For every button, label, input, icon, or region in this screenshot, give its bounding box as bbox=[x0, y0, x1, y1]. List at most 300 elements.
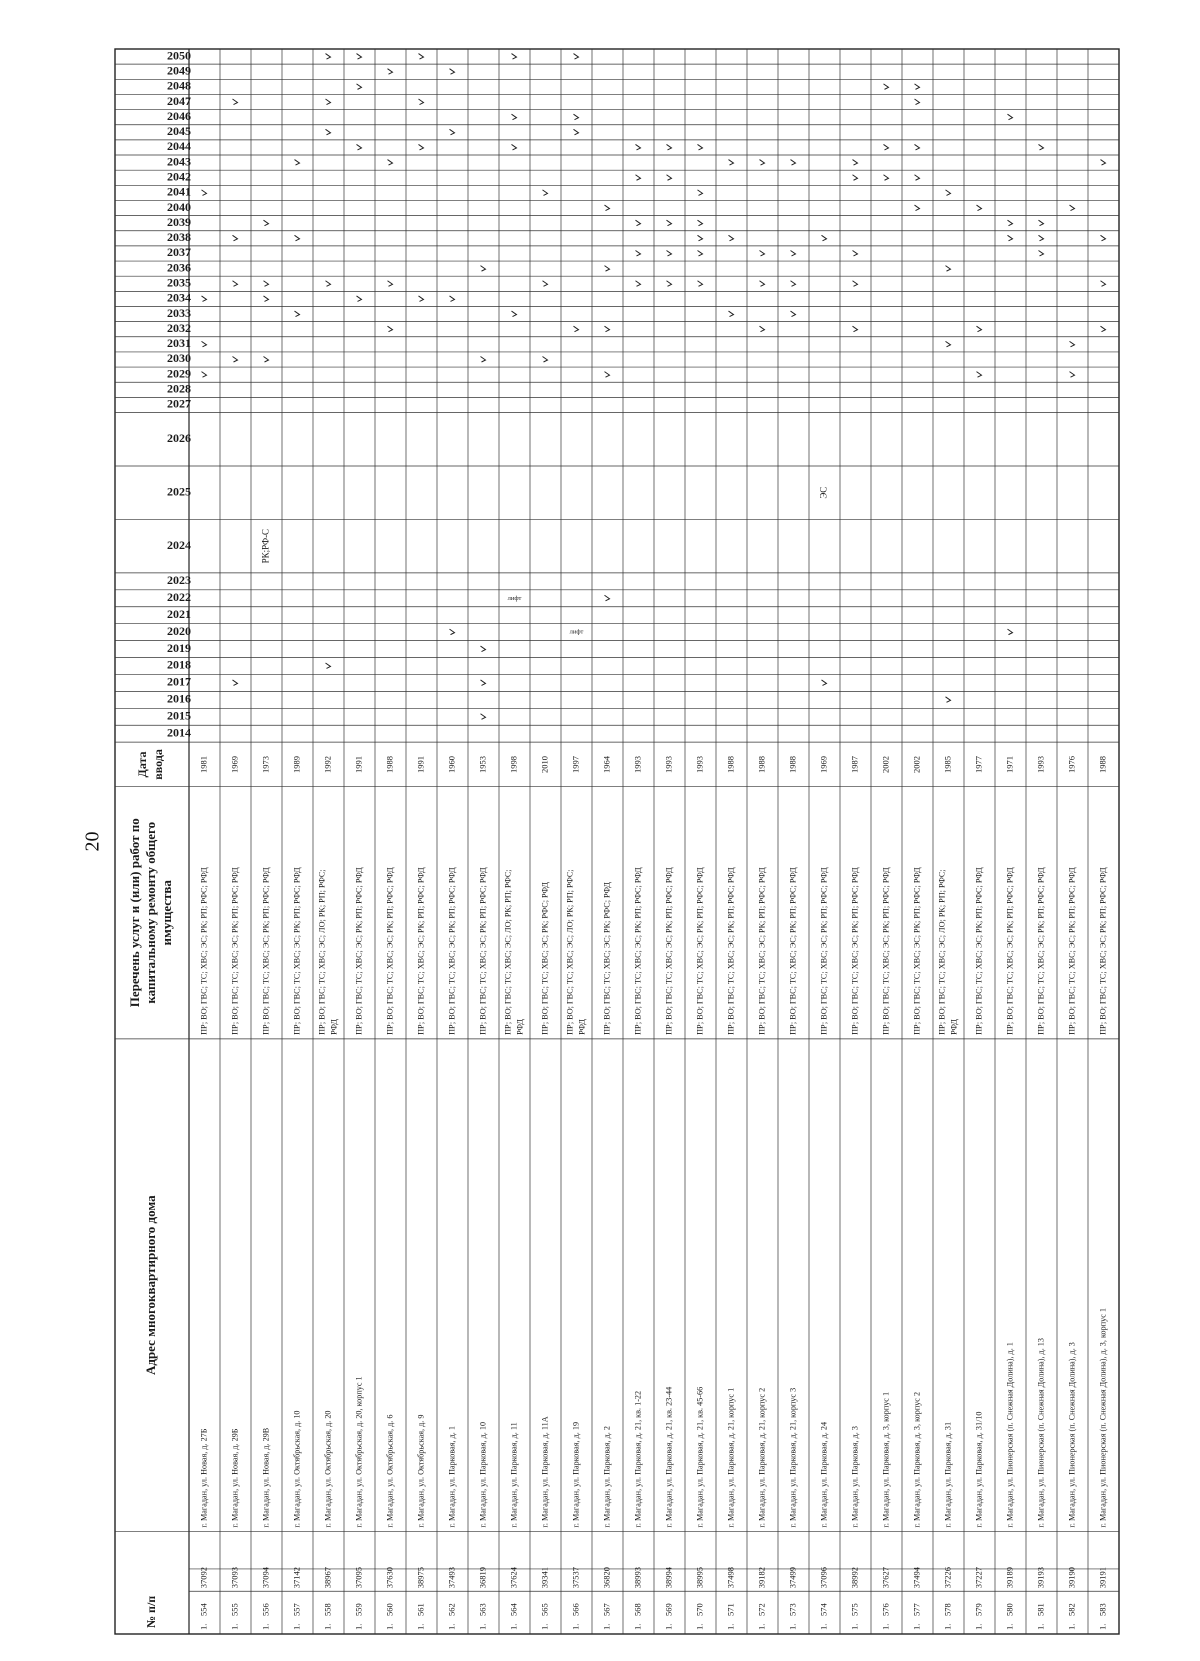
row-address: г. Магадан, ул. Октябрьская, д. 20 bbox=[323, 1410, 333, 1528]
row-works: ПР; ВО; ГВС; ТС; ХВС; ЭС; РК; РП; РФС; РФД bbox=[819, 867, 829, 1035]
check-mark-icon bbox=[729, 160, 734, 166]
check-mark-icon bbox=[884, 144, 889, 150]
row-prefix: 1. bbox=[539, 1623, 550, 1630]
row-date: 1969 bbox=[229, 755, 240, 773]
table-row bbox=[539, 190, 549, 1630]
check-mark-icon bbox=[481, 680, 486, 686]
row-prefix: 1. bbox=[601, 1623, 612, 1630]
row-address: г. Магадан, ул. Новая, д. 29Б bbox=[230, 1428, 240, 1528]
check-mark-icon bbox=[419, 99, 424, 105]
header-year-2049: 2049 bbox=[167, 63, 191, 78]
check-mark-icon bbox=[636, 144, 641, 150]
row-address: г. Магадан, ул. Парковая, д. 21, кв. 45-66 bbox=[695, 1386, 705, 1528]
check-mark-icon bbox=[419, 296, 424, 302]
check-mark-icon bbox=[233, 99, 238, 105]
row-works: ПР; ВО; ГВС; ТС; ХВС; ЭС; РК; РП; РФС; РФД bbox=[416, 867, 426, 1035]
row-date: 2002 bbox=[880, 755, 891, 773]
row-prefix: 1. bbox=[384, 1623, 395, 1630]
header-year-2027: 2027 bbox=[167, 396, 191, 411]
table-row bbox=[818, 235, 828, 1630]
table-row bbox=[1097, 160, 1107, 1630]
row-works: ПР; ВО; ГВС; ТС; ХВС; ЭС; РК; РП; РФС; РФД bbox=[199, 867, 209, 1035]
check-mark-icon bbox=[698, 190, 703, 196]
check-mark-icon bbox=[636, 250, 641, 256]
check-mark-icon bbox=[1008, 629, 1013, 635]
check-mark-icon bbox=[574, 129, 579, 135]
row-date: 1971 bbox=[1004, 755, 1015, 773]
row-number: 554 bbox=[198, 1603, 209, 1616]
check-mark-icon bbox=[357, 296, 362, 302]
table-row bbox=[756, 160, 766, 1630]
row-works: ПР; ВО; ГВС; ТС; ХВС; ЭС; РК; РП; РФС; РФД bbox=[974, 867, 984, 1035]
table-row bbox=[565, 54, 586, 1630]
row-prefix: 1. bbox=[632, 1623, 643, 1630]
check-mark-icon bbox=[760, 250, 765, 256]
row-works: РФД bbox=[515, 1019, 525, 1035]
row-prefix: 1. bbox=[198, 1623, 209, 1630]
row-date: 1988 bbox=[384, 755, 395, 773]
header-year-2036: 2036 bbox=[167, 260, 191, 275]
check-mark-icon bbox=[512, 144, 517, 150]
header-year-2046: 2046 bbox=[167, 108, 191, 123]
row-date: 1987 bbox=[849, 755, 860, 773]
check-mark-icon bbox=[388, 69, 393, 75]
row-address: г. Магадан, ул. Парковая, д. 21, корпус 1 bbox=[726, 1387, 736, 1528]
check-mark-icon bbox=[357, 54, 362, 60]
header-year-2016: 2016 bbox=[167, 691, 191, 706]
row-code: 37493 bbox=[446, 1566, 457, 1589]
row-number: 555 bbox=[229, 1603, 240, 1616]
row-prefix: 1. bbox=[353, 1623, 364, 1630]
page-number: 20 bbox=[81, 831, 104, 852]
check-mark-icon bbox=[760, 281, 765, 287]
header-year-2034: 2034 bbox=[167, 290, 191, 305]
check-mark-icon bbox=[760, 160, 765, 166]
check-mark-icon bbox=[295, 160, 300, 166]
check-mark-icon bbox=[543, 281, 548, 287]
check-mark-icon bbox=[853, 281, 858, 287]
row-number: 562 bbox=[446, 1603, 457, 1616]
row-date: 1964 bbox=[601, 755, 612, 773]
row-date: 1988 bbox=[1097, 755, 1108, 773]
row-works: ПР; ВО; ГВС; ТС; ХВС; ЭС; РК; РП; РФС; РФД bbox=[385, 867, 395, 1035]
check-mark-icon bbox=[946, 341, 951, 347]
check-mark-icon bbox=[419, 144, 424, 150]
row-address: г. Магадан, ул. Парковая, д. 31/10 bbox=[974, 1411, 984, 1528]
row-date: 1976 bbox=[1066, 755, 1077, 773]
row-prefix: 1. bbox=[322, 1623, 333, 1630]
row-works: ПР; ВО; ГВС; ТС; ХВС; ЭС; РК; РП; РФС; РФД bbox=[230, 867, 240, 1035]
header-year-2030: 2030 bbox=[167, 351, 191, 366]
header-year-2021: 2021 bbox=[167, 606, 191, 621]
row-address: г. Магадан, ул. Парковая, д. 3 bbox=[850, 1426, 860, 1528]
check-mark-icon bbox=[357, 144, 362, 150]
row-works: ПР; ВО; ГВС; ТС; ХВС; ЭС; РК; РП; РФС; РФД bbox=[757, 867, 767, 1035]
check-mark-icon bbox=[1101, 160, 1106, 166]
row-date: 1998 bbox=[508, 755, 519, 773]
check-mark-icon bbox=[512, 311, 517, 317]
row-works: ПР; ВО; ГВС; ТС; ХВС; ЭС; РК; РП; РФС; РФД bbox=[726, 867, 736, 1035]
check-mark-icon bbox=[326, 281, 331, 287]
row-works: ПР; ВО; ГВС; ТС; ХВС; ЭС; РК; РП; РФС; РФД bbox=[664, 867, 674, 1035]
header-address: Адрес многоквартирного дома bbox=[142, 1195, 158, 1376]
row-prefix: 1. bbox=[1066, 1623, 1077, 1630]
row-address: г. Магадан, ул. Октябрьская, д. 9 bbox=[416, 1414, 426, 1528]
row-works: ПР; ВО; ГВС; ТС; ХВС; ЭС; ЛО; РК; РП; РФС; bbox=[503, 869, 513, 1035]
check-mark-icon bbox=[1070, 341, 1075, 347]
check-mark-icon bbox=[1039, 250, 1044, 256]
row-works: ПР; ВО; ГВС; ТС; ХВС; ЭС; РК; РП; РФС; РФД bbox=[850, 867, 860, 1035]
row-number: 563 bbox=[477, 1603, 488, 1616]
row-address: г. Магадан, ул. Парковая, д. 3, корпус 2 bbox=[912, 1391, 922, 1528]
row-number: 570 bbox=[694, 1603, 705, 1616]
check-mark-icon bbox=[202, 190, 207, 196]
table-row bbox=[937, 190, 958, 1630]
header-year-2024: 2024 bbox=[167, 537, 191, 552]
row-address: г. Магадан, ул. Парковая, д. 19 bbox=[571, 1421, 581, 1528]
check-mark-icon bbox=[636, 220, 641, 226]
row-works: ПР; ВО; ГВС; ТС; ХВС; ЭС; РК; РФС; РФД bbox=[602, 882, 612, 1035]
check-mark-icon bbox=[202, 372, 207, 378]
check-mark-icon bbox=[543, 190, 548, 196]
check-mark-icon bbox=[605, 372, 610, 378]
row-address: г. Магадан, ул. Парковая, д. 11 bbox=[509, 1422, 519, 1528]
row-works: ПР; ВО; ГВС; ТС; ХВС; ЭС; ЛО; РК; РП; РФС; bbox=[317, 869, 327, 1035]
row-number: 557 bbox=[291, 1603, 302, 1616]
row-number: 567 bbox=[601, 1603, 612, 1616]
row-code: 38993 bbox=[632, 1566, 643, 1589]
check-mark-icon bbox=[233, 235, 238, 241]
check-mark-icon bbox=[915, 99, 920, 105]
check-mark-icon bbox=[233, 281, 238, 287]
header-year-2042: 2042 bbox=[167, 169, 191, 184]
table-row bbox=[880, 84, 890, 1630]
row-code: 37499 bbox=[787, 1566, 798, 1589]
row-number: 572 bbox=[756, 1603, 767, 1616]
header-year-2032: 2032 bbox=[167, 320, 191, 335]
table-row bbox=[725, 160, 735, 1630]
check-mark-icon bbox=[791, 250, 796, 256]
special-work-2024: РК;РФ-С bbox=[260, 528, 271, 564]
row-works: ПР; ВО; ГВС; ТС; ХВС; ЭС; РК; РП; РФС; РФД bbox=[354, 867, 364, 1035]
row-works: ПР; ВО; ГВС; ТС; ХВС; ЭС; РК; РП; РФС; РФД bbox=[1036, 867, 1046, 1035]
check-mark-icon bbox=[1101, 235, 1106, 241]
row-address: г. Магадан, ул. Парковая, д. 21, корпус 2 bbox=[757, 1387, 767, 1528]
row-works: ПР; ВО; ГВС; ТС; ХВС; ЭС; РК; РП; РФС; РФД bbox=[478, 867, 488, 1035]
check-mark-icon bbox=[946, 266, 951, 272]
row-date: 1992 bbox=[322, 755, 333, 773]
row-prefix: 1. bbox=[787, 1623, 798, 1630]
table-row bbox=[503, 54, 524, 1630]
row-works: ПР; ВО; ГВС; ТС; ХВС; ЭС; РК; РП; РФС; РФД bbox=[261, 867, 271, 1035]
check-mark-icon bbox=[853, 160, 858, 166]
row-code: 39190 bbox=[1066, 1566, 1077, 1589]
check-mark-icon bbox=[915, 205, 920, 211]
check-mark-icon bbox=[946, 190, 951, 196]
row-works: ПР; ВО; ГВС; ТС; ХВС; ЭС; РК; РП; РФС; РФД bbox=[1005, 867, 1015, 1035]
check-mark-icon bbox=[698, 250, 703, 256]
header-works-line3: имущества bbox=[158, 880, 174, 946]
row-date: 1991 bbox=[415, 755, 426, 773]
check-mark-icon bbox=[1039, 220, 1044, 226]
header-year-2018: 2018 bbox=[167, 657, 191, 672]
row-date: 1981 bbox=[198, 755, 209, 773]
table-row bbox=[1066, 205, 1076, 1630]
check-mark-icon bbox=[326, 54, 331, 60]
row-address: г. Магадан, ул. Парковая, д. 10 bbox=[478, 1421, 488, 1528]
header-date-line1: Дата bbox=[134, 751, 149, 778]
table-header bbox=[127, 48, 191, 1628]
row-date: 1988 bbox=[756, 755, 767, 773]
row-number: 561 bbox=[415, 1603, 426, 1616]
row-address: г. Магадан, ул. Парковая, д. 21, кв. 1-22 bbox=[633, 1390, 643, 1528]
row-date: 1991 bbox=[353, 755, 364, 773]
check-mark-icon bbox=[450, 69, 455, 75]
header-year-2050: 2050 bbox=[167, 48, 191, 63]
row-code: 37537 bbox=[570, 1566, 581, 1589]
row-prefix: 1. bbox=[880, 1623, 891, 1630]
header-works-line2: капитальному ремонту общего bbox=[142, 821, 158, 1004]
check-mark-icon bbox=[388, 281, 393, 287]
table-row bbox=[317, 54, 338, 1630]
row-code: 37624 bbox=[508, 1566, 519, 1589]
header-year-2020: 2020 bbox=[166, 623, 191, 638]
row-number: 574 bbox=[818, 1603, 829, 1616]
check-mark-icon bbox=[326, 663, 331, 669]
row-works: ПР; ВО; ГВС; ТС; ХВС; ЭС; РК; РП; РФС; РФД bbox=[695, 867, 705, 1035]
row-number: 568 bbox=[632, 1603, 643, 1616]
row-code: 37096 bbox=[818, 1566, 829, 1589]
check-mark-icon bbox=[977, 372, 982, 378]
check-mark-icon bbox=[574, 54, 579, 60]
check-mark-icon bbox=[481, 356, 486, 362]
row-number: 560 bbox=[384, 1603, 395, 1616]
header-year-2026: 2026 bbox=[167, 430, 191, 445]
row-address: г. Магадан, ул. Парковая, д. 1 bbox=[447, 1426, 457, 1528]
header-year-2037: 2037 bbox=[167, 245, 191, 260]
table-row bbox=[446, 69, 456, 1630]
row-number: 558 bbox=[322, 1603, 333, 1616]
check-mark-icon bbox=[264, 281, 269, 287]
row-number: 564 bbox=[508, 1603, 519, 1616]
row-works: РФД bbox=[949, 1019, 959, 1035]
table-row bbox=[198, 190, 208, 1630]
row-prefix: 1. bbox=[260, 1623, 271, 1630]
check-mark-icon bbox=[574, 114, 579, 120]
row-works: ПР; ВО; ГВС; ТС; ХВС; ЭС; РК; РП; РФС; РФД bbox=[1098, 867, 1108, 1035]
row-prefix: 1. bbox=[725, 1623, 736, 1630]
check-mark-icon bbox=[1070, 205, 1075, 211]
row-prefix: 1. bbox=[570, 1623, 581, 1630]
row-address: г. Магадан, ул. Парковая, д. 21, кв. 23-44 bbox=[664, 1386, 674, 1528]
row-code: 39182 bbox=[756, 1566, 767, 1589]
row-date: 1973 bbox=[260, 755, 271, 773]
check-mark-icon bbox=[915, 175, 920, 181]
row-prefix: 1. bbox=[973, 1623, 984, 1630]
check-mark-icon bbox=[233, 356, 238, 362]
header-works-line1: Перечень услуг и (или) работ по bbox=[126, 818, 142, 1008]
row-address: г. Магадан, ул. Парковая, д. 24 bbox=[819, 1421, 829, 1528]
row-number: 566 bbox=[570, 1603, 581, 1616]
check-mark-icon bbox=[264, 356, 269, 362]
check-mark-icon bbox=[1070, 372, 1075, 378]
special-work-2020: лифт bbox=[569, 628, 584, 636]
check-mark-icon bbox=[853, 250, 858, 256]
row-date: 2010 bbox=[539, 755, 550, 773]
check-mark-icon bbox=[605, 266, 610, 272]
header-year-2047: 2047 bbox=[167, 93, 191, 108]
check-mark-icon bbox=[605, 205, 610, 211]
check-mark-icon bbox=[698, 235, 703, 241]
row-number: 578 bbox=[942, 1603, 953, 1616]
row-code: 36820 bbox=[601, 1566, 612, 1589]
row-date: 1988 bbox=[725, 755, 736, 773]
row-prefix: 1. bbox=[849, 1623, 860, 1630]
check-mark-icon bbox=[295, 311, 300, 317]
row-code: 37093 bbox=[229, 1566, 240, 1589]
row-works: РФД bbox=[329, 1019, 339, 1035]
row-address: г. Магадан, ул. Пионерская (п. Снежная Долина), д. 13 bbox=[1036, 1337, 1046, 1528]
row-address: г. Магадан, ул. Парковая, д. 2 bbox=[602, 1426, 612, 1528]
table-row bbox=[1004, 114, 1014, 1630]
row-code: 37092 bbox=[198, 1566, 209, 1589]
check-mark-icon bbox=[481, 646, 486, 652]
row-works: ПР; ВО; ГВС; ТС; ХВС; ЭС; РК; РП; РФС; РФД bbox=[292, 867, 302, 1035]
check-mark-icon bbox=[264, 220, 269, 226]
check-mark-icon bbox=[667, 220, 672, 226]
check-mark-icon bbox=[233, 680, 238, 686]
header-year-2048: 2048 bbox=[167, 78, 191, 93]
row-number: 575 bbox=[849, 1603, 860, 1616]
check-mark-icon bbox=[543, 356, 548, 362]
row-prefix: 1. bbox=[694, 1623, 705, 1630]
check-mark-icon bbox=[357, 84, 362, 90]
row-code: 37095 bbox=[353, 1566, 364, 1589]
check-mark-icon bbox=[915, 144, 920, 150]
header-year-2039: 2039 bbox=[167, 214, 191, 229]
row-address: г. Магадан, ул. Новая, д. 27Б bbox=[199, 1428, 209, 1528]
check-mark-icon bbox=[698, 144, 703, 150]
check-mark-icon bbox=[853, 326, 858, 332]
header-year-2017: 2017 bbox=[167, 674, 191, 689]
row-number: 580 bbox=[1004, 1603, 1015, 1616]
header-year-2040: 2040 bbox=[167, 199, 191, 214]
header-year-2022: 2022 bbox=[167, 590, 191, 605]
table-row bbox=[353, 54, 363, 1630]
check-mark-icon bbox=[636, 175, 641, 181]
row-prefix: 1. bbox=[1097, 1623, 1108, 1630]
check-mark-icon bbox=[388, 326, 393, 332]
header-year-2033: 2033 bbox=[167, 305, 191, 320]
header-year-2023: 2023 bbox=[167, 573, 191, 588]
check-mark-icon bbox=[1039, 144, 1044, 150]
check-mark-icon bbox=[667, 144, 672, 150]
check-mark-icon bbox=[667, 250, 672, 256]
row-number: 573 bbox=[787, 1603, 798, 1616]
header-year-2019: 2019 bbox=[167, 640, 191, 655]
check-mark-icon bbox=[1039, 235, 1044, 241]
table-row bbox=[384, 69, 394, 1630]
header-year-2014: 2014 bbox=[167, 725, 191, 740]
table-row bbox=[291, 160, 301, 1630]
row-date: 1993 bbox=[694, 755, 705, 773]
row-address: г. Магадан, ул. Пионерская (п. Снежная Долина), д. 3, корпус 1 bbox=[1098, 1307, 1108, 1528]
row-code: 37226 bbox=[942, 1566, 953, 1589]
check-mark-icon bbox=[1101, 326, 1106, 332]
row-code: 39193 bbox=[1035, 1566, 1046, 1589]
check-mark-icon bbox=[791, 311, 796, 317]
row-code: 38967 bbox=[322, 1566, 333, 1589]
row-number: 556 bbox=[260, 1603, 271, 1616]
header-year-2043: 2043 bbox=[167, 154, 191, 169]
row-code: 39191 bbox=[1097, 1566, 1108, 1589]
row-number: 559 bbox=[353, 1603, 364, 1616]
header-year-2041: 2041 bbox=[167, 184, 191, 199]
row-date: 1960 bbox=[446, 755, 457, 773]
row-address: г. Магадан, ул. Парковая, д. 31 bbox=[943, 1421, 953, 1528]
check-mark-icon bbox=[729, 311, 734, 317]
row-prefix: 1. bbox=[942, 1623, 953, 1630]
row-address: г. Магадан, ул. Октябрьская, д. 20, корпус 1 bbox=[354, 1376, 364, 1528]
row-number: 583 bbox=[1097, 1603, 1108, 1616]
table-row bbox=[973, 205, 983, 1630]
check-mark-icon bbox=[791, 281, 796, 287]
row-prefix: 1. bbox=[415, 1623, 426, 1630]
row-prefix: 1. bbox=[1035, 1623, 1046, 1630]
check-mark-icon bbox=[574, 326, 579, 332]
row-code: 36819 bbox=[477, 1566, 488, 1589]
table-row bbox=[601, 205, 611, 1630]
row-number: 569 bbox=[663, 1603, 674, 1616]
row-number: 571 bbox=[725, 1603, 736, 1616]
header-year-2031: 2031 bbox=[167, 336, 191, 351]
row-prefix: 1. bbox=[911, 1623, 922, 1630]
row-date: 1989 bbox=[291, 755, 302, 773]
check-mark-icon bbox=[853, 175, 858, 181]
check-mark-icon bbox=[1101, 281, 1106, 287]
row-works: ПР; ВО; ГВС; ТС; ХВС; ЭС; РК; РП; РФС; РФД bbox=[1067, 867, 1077, 1035]
check-mark-icon bbox=[667, 281, 672, 287]
row-number: 577 bbox=[911, 1603, 922, 1616]
row-works: ПР; ВО; ГВС; ТС; ХВС; ЭС; РК; РФС; РФД bbox=[540, 882, 550, 1035]
row-date: 1953 bbox=[477, 755, 488, 773]
row-number: 576 bbox=[880, 1603, 891, 1616]
row-date: 1993 bbox=[1035, 755, 1046, 773]
row-prefix: 1. bbox=[446, 1623, 457, 1630]
row-number: 581 bbox=[1035, 1603, 1046, 1616]
check-mark-icon bbox=[636, 281, 641, 287]
table-row bbox=[911, 84, 921, 1630]
check-mark-icon bbox=[450, 629, 455, 635]
row-prefix: 1. bbox=[756, 1623, 767, 1630]
check-mark-icon bbox=[326, 99, 331, 105]
row-date: 2002 bbox=[911, 755, 922, 773]
check-mark-icon bbox=[1008, 220, 1013, 226]
check-mark-icon bbox=[791, 160, 796, 166]
row-code: 39189 bbox=[1004, 1566, 1015, 1589]
row-date: 1993 bbox=[663, 755, 674, 773]
row-code: 39341 bbox=[539, 1566, 550, 1589]
check-mark-icon bbox=[760, 326, 765, 332]
row-date: 1993 bbox=[632, 755, 643, 773]
row-code: 38995 bbox=[694, 1566, 705, 1589]
row-prefix: 1. bbox=[663, 1623, 674, 1630]
check-mark-icon bbox=[481, 714, 486, 720]
check-mark-icon bbox=[884, 84, 889, 90]
header-number: № п/п bbox=[143, 1595, 158, 1628]
row-works: РФД bbox=[577, 1019, 587, 1035]
header-date-line2: ввода bbox=[150, 749, 165, 780]
